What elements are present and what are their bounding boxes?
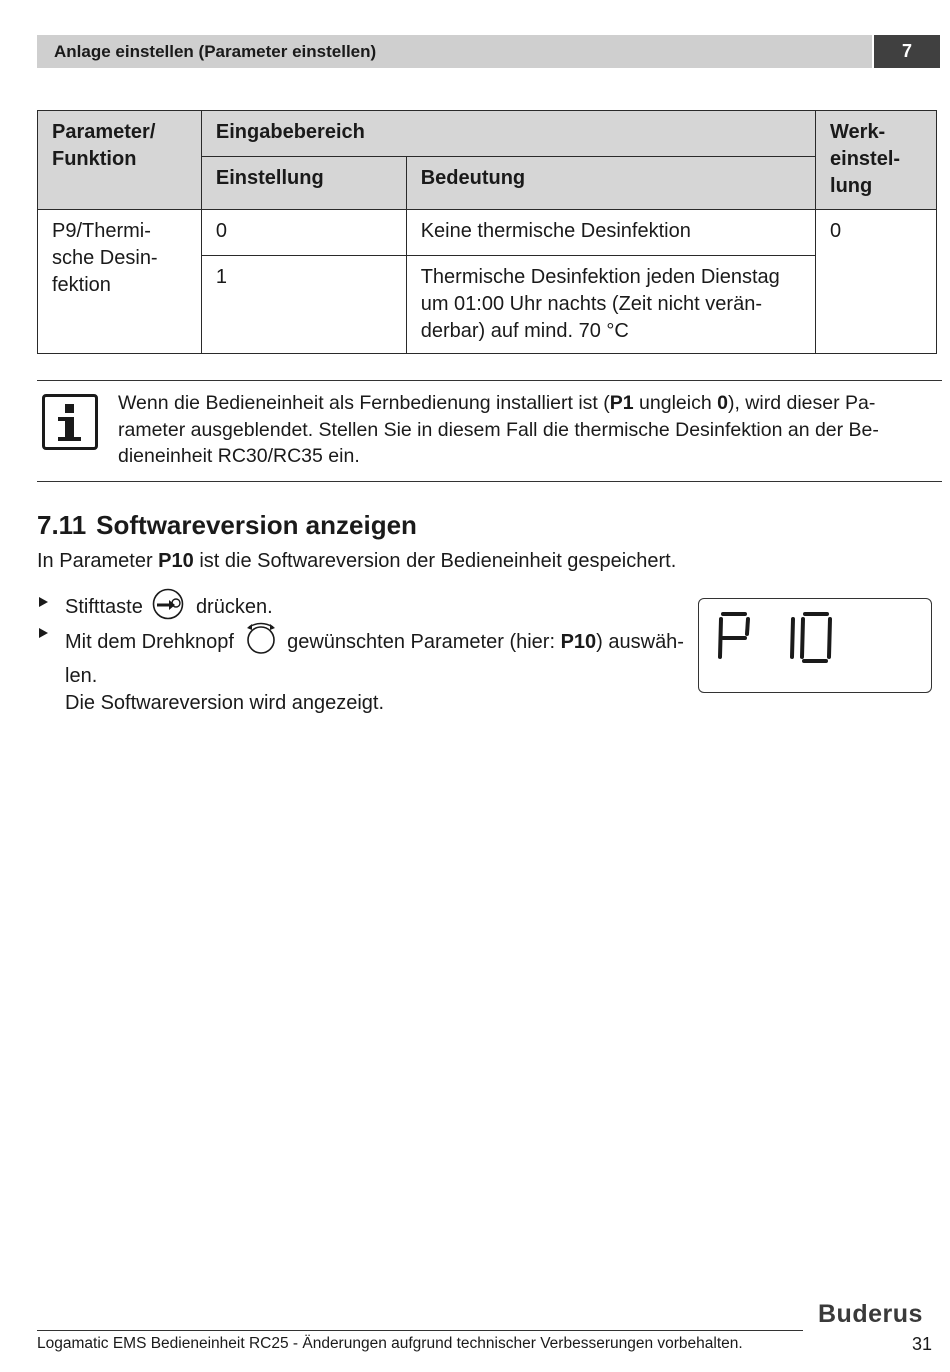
section-number: 7.11	[37, 510, 87, 540]
instruction-steps	[37, 588, 697, 717]
section-title: Softwareversion anzeigen	[96, 510, 417, 540]
header-factory-setting: Werk- einstel- lung	[816, 111, 937, 210]
info-text: Wenn die Bedieneinheit als Fernbedienung installiert ist (P1 ungleich 0), wird dieser Pa- rameter ausgeblendet. Stellen Sie in diesem Fall die thermische Desinfektion an der Be- dieneinheit RC30/RC35 ein.	[118, 392, 879, 467]
parameter-table	[37, 110, 937, 354]
page-number: 31	[912, 1334, 933, 1354]
header-input-range: Eingabebereich	[201, 111, 815, 157]
header-parameter: Parameter/ Funktion	[38, 111, 202, 210]
list-item: Stifttaste drücken.	[37, 588, 697, 619]
cell-meaning: Keine thermische Desinfektion	[406, 210, 815, 256]
footer-text: Logamatic EMS Bedieneinheit RC25 - Änderungen aufgrund technischer Verbesserungen vorbehalten.	[37, 1335, 743, 1352]
table-row	[38, 210, 937, 256]
info-note	[37, 380, 942, 482]
section-heading	[37, 508, 417, 542]
cell-default: 0	[816, 210, 937, 354]
cell-setting: 1	[201, 256, 406, 354]
lcd-segment-readout	[699, 599, 933, 694]
cell-parameter: P9/Thermi- sche Desin- fektion	[38, 210, 202, 354]
lcd-display	[698, 598, 932, 693]
bullet-arrow-icon	[39, 597, 48, 607]
header-meaning: Bedeutung	[406, 157, 815, 210]
list-item: Mit dem Drehknopf gewünschten Parameter (hier: P10) auswäh- len. Die Softwareversion wird angezeigt.	[37, 619, 697, 717]
info-icon	[42, 394, 98, 450]
cell-setting: 0	[201, 210, 406, 256]
header-setting: Einstellung	[201, 157, 406, 210]
page-header-title: Anlage einstellen (Parameter einstellen)	[37, 35, 872, 68]
cell-meaning: Thermische Desinfektion jeden Dienstag um 01:00 Uhr nachts (Zeit nicht verän- derbar) auf mind. 70 °C	[406, 256, 815, 354]
section-intro: In Parameter P10 ist die Softwareversion der Bedieneinheit gespeichert.	[37, 550, 677, 572]
step-result: Die Softwareversion wird angezeigt.	[65, 692, 385, 714]
brand-logo: Buderus	[818, 1300, 923, 1328]
rotary-knob-icon	[244, 619, 278, 663]
footer-divider	[37, 1330, 803, 1331]
chapter-number: 7	[874, 35, 940, 68]
bullet-arrow-icon	[39, 628, 48, 638]
